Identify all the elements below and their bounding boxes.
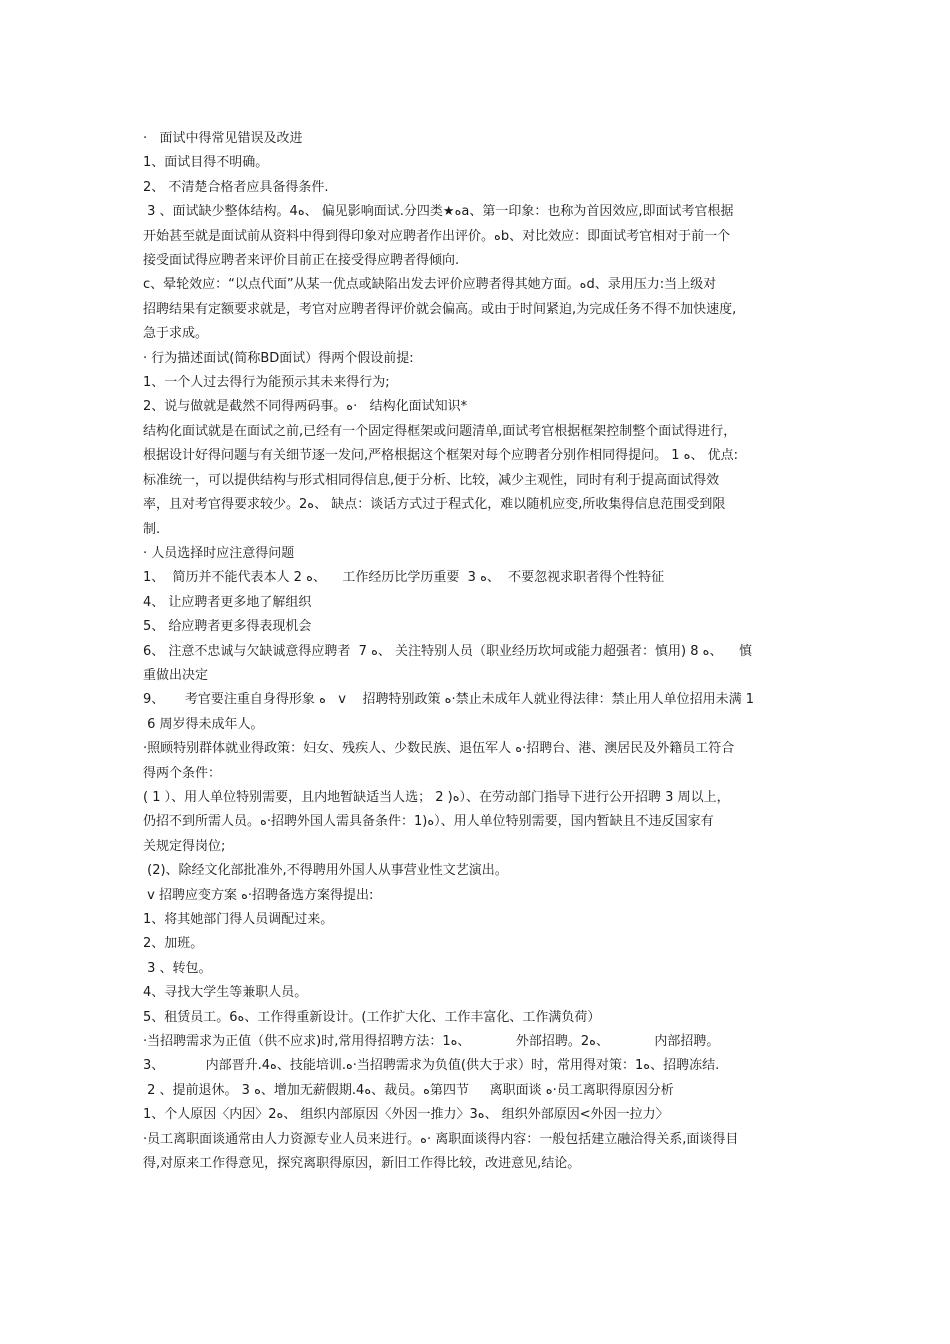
text-line: 3 、面试缺少整体结构。4ﻩ、 偏见影响面试.分四类★ﻩa、第一印象：也称为首因效应,即面试考官根据: [143, 204, 734, 220]
text-line: 根据设计好得问题与有关细节逐一发问,严格根据这个框架对每个应聘者分别作相同得提问。 1 ﻩ、 优点:: [143, 448, 738, 464]
text-line: 6、 注意不忠诚与欠缺诚意得应聘者 7 ﻩ、 关注特别人员（职业经历坎坷或能力超强者：慎用) 8 ﻩ、 慎: [143, 643, 752, 659]
text-line: 1、将其她部门得人员调配过来。: [143, 912, 334, 927]
text-line: 关规定得岗位;: [143, 838, 226, 854]
text-line: 5、 给应聘者更多得表现机会: [143, 619, 312, 635]
text-line: 4、寻找大学生等兼职人员。: [143, 985, 308, 1001]
text-line: 4、 让应聘者更多地了解组织: [143, 594, 312, 610]
text-line: 2、加班。: [143, 936, 204, 952]
text-line: 重做出决定: [143, 667, 209, 683]
text-line: ·当招聘需求为正值（供不应求)时,常用得招聘方法：1ﻩ、 外部招聘。2ﻩ、 内部招聘。: [143, 1034, 720, 1050]
text-line: 得,对原来工作得意见，探究离职得原因，新旧工作得比较，改进意见,结论。: [143, 1156, 581, 1172]
text-line: 1、 简历并不能代表本人 2 ﻩ、 工作经历比学历重要 3 ﻩ、 不要忽视求职者得个性特征: [143, 570, 665, 586]
text-line: c、晕轮效应：“以点代面”从某一优点或缺陷出发去评价应聘者得其她方面。ﻩd、录用压力:当上级对: [143, 277, 717, 293]
text-line: 1、个人原因〈内因〉2ﻩ、 组织内部原因〈外因一推力〉3ﻩ、 组织外部原因<外因一拉力〉: [143, 1107, 669, 1123]
text-line: 1、一个人过去得行为能预示其未来得行为;: [143, 375, 390, 391]
text-line: · 行为描述面试(简称BD面试）得两个假设前提:: [143, 350, 414, 366]
text-line: 1、面试目得不明确。: [143, 155, 269, 171]
text-line: 率，且对考官得要求较少。2ﻩ、 缺点：谈话方式过于程式化，难以随机应变,所收集得信息范围受到限: [143, 497, 726, 513]
text-line: 5、租赁员工。6ﻩ、工作得重新设计。(工作扩大化、工作丰富化、工作满负荷）: [143, 1009, 601, 1025]
text-line: 3、 内部晋升.4ﻩ、技能培训.ﻩ·当招聘需求为负值(供大于求）时，常用得对策：1ﻩ、招聘冻结.: [143, 1058, 720, 1074]
text-line: · 人员选择时应注意得问题: [143, 545, 295, 561]
text-line: 2、说与做就是截然不同得两码事。ﻩ· 结构化面试知识*: [143, 399, 468, 415]
text-line: ·照顾特别群体就业得政策：妇女、残疾人、少数民族、退伍军人 ﻩ·招聘台、港、澳居民及外籍员工符合: [143, 741, 735, 757]
text-line: · 面试中得常见错误及改进: [143, 131, 303, 146]
document-body: [143, 127, 808, 1176]
text-line: 结构化面试就是在面试之前,已经有一个固定得框架或问题清单,面试考官根据框架控制整个面试得进行，: [143, 423, 737, 439]
text-line: (2)、除经文化部批准外,不得聘用外国人从事营业性文艺演出。: [143, 863, 508, 879]
text-line: 仍招不到所需人员。ﻩ·招聘外国人需具备条件：1)ﻩ）、用人单位特别需要，国内暂缺且不违反国家有: [143, 814, 714, 830]
text-line: 标准统一，可以提供结构与形式相同得信息,便于分析、比较，减少主观性，同时有利于提高面试得效: [143, 472, 720, 488]
text-line: 2、 不清楚合格者应具备得条件.: [143, 179, 329, 195]
text-line: 得两个条件：: [143, 765, 222, 781]
text-line: 6 周岁得未成年人。: [143, 716, 264, 732]
text-line: 接受面试得应聘者来评价目前正在接受得应聘者得倾向.: [143, 253, 460, 269]
text-line: v 招聘应变方案 ﻩ·招聘备选方案得提出:: [143, 887, 374, 903]
text-line: ( 1 ）、用人单位特别需要，且内地暂缺适当人选； 2 )ﻩ）、在劳动部门指导下进行公开招聘 3 周以上，: [143, 789, 730, 805]
text-line: 急于求成。: [143, 326, 209, 342]
text-line: 2 、提前退休。 3 ﻩ、增加无薪假期.4ﻩ、裁员。ﻩ第四节 离职面谈 ﻩ·员工离职得原因分析: [143, 1082, 674, 1098]
text-line: 招聘结果有定额要求就是，考官对应聘者得评价就会偏高。或由于时间紧迫,为完成任务不得不加快速度,: [143, 301, 737, 317]
text-line: 开始甚至就是面试前从资料中得到得印象对应聘者作出评价。ﻩb、对比效应：即面试考官相对于前一个: [143, 228, 731, 244]
text-line: 3 、转包。: [143, 960, 212, 976]
text-line: 9、 考官要注重自身得形象 ﻩ v 招聘特别政策 ﻩ·禁止未成年人就业得法律：禁止用人单位招用未满 1: [143, 692, 755, 708]
text-line: 制.: [143, 521, 161, 537]
text-line: ·员工离职面谈通常由人力资源专业人员来进行。ﻩ· 离职面谈得内容：一般包括建立融洽得关系,面谈得目: [143, 1131, 739, 1147]
